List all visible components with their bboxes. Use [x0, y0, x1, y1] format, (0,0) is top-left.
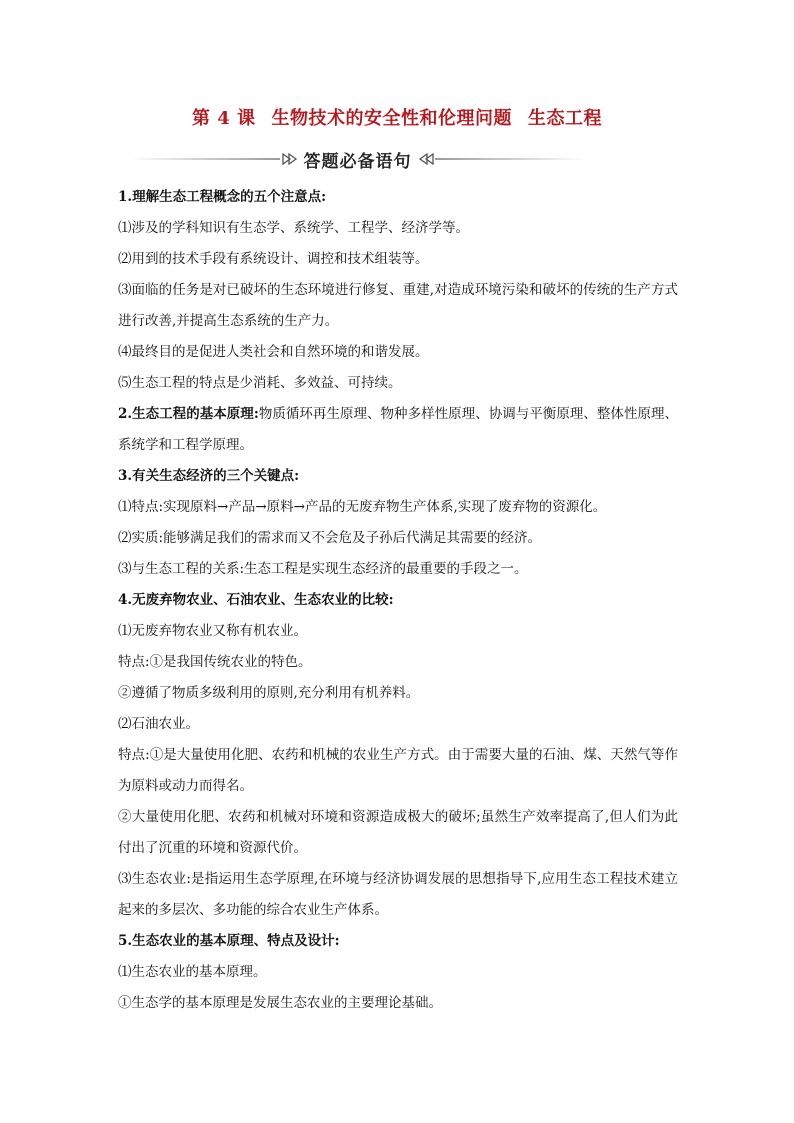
banner-rule-right	[435, 158, 585, 160]
title-topic: 生物技术的安全性和伦理问题	[271, 108, 513, 129]
paragraph: ⑶与生态工程的关系:生态工程是实现生态经济的最重要的手段之一。	[118, 561, 528, 577]
paragraph: ⑵石油农业。	[118, 716, 199, 732]
double-arrow-left-icon	[418, 153, 434, 165]
double-arrow-right-icon	[282, 153, 298, 165]
title-lesson: 第 4 课	[191, 108, 256, 129]
paragraph: ⑸生态工程的特点是少消耗、多效益、可持续。	[118, 375, 402, 391]
paragraph: ⑴特点:实现原料→产品→原料→产品的无废弃物生产体系,实现了废弃物的资源化。	[118, 499, 607, 515]
heading-4: 4.无废弃物农业、石油农业、生态农业的比较:	[118, 592, 394, 608]
paragraph: 特点:①是我国传统农业的特色。	[118, 654, 312, 670]
title-subtopic: 生态工程	[528, 108, 603, 129]
heading-5: 5.生态农业的基本原理、特点及设计:	[118, 933, 340, 949]
banner-rule-left	[130, 158, 280, 160]
paragraph: ⑵用到的技术手段有系统设计、调控和技术组装等。	[118, 251, 429, 267]
paragraph: ⑵实质:能够满足我们的需求而又不会危及子孙后代满足其需要的经济。	[118, 530, 542, 546]
paragraph: ⑷最终目的是促进人类社会和自然环境的和谐发展。	[118, 344, 429, 360]
paragraph: ②遵循了物质多级利用的原则,充分利用有机养料。	[118, 685, 420, 701]
paragraph: ①生态学的基本原理是发展生态农业的主要理论基础。	[118, 995, 442, 1011]
heading-2	[118, 399, 678, 461]
paragraph: ⑴涉及的学科知识有生态学、系统学、工程学、经济学等。	[118, 220, 469, 236]
paragraph: ⑴无废弃物农业又称有机农业。	[118, 623, 307, 639]
paragraph: ②大量使用化肥、农药和机械对环境和资源造成极大的破坏;虽然生产效率提高了,但人们为此付出了沉重的环境和资源代价。	[118, 809, 678, 856]
paragraph: ⑶面临的任务是对已破坏的生态环境进行修复、重建,对造成环境污染和破坏的传统的生产方式进行改善,并提高生态系统的生产力。	[118, 282, 678, 329]
heading-2-text: 物质循环再生原理、物种多样性原理、协调与平衡原理、整体性原理、系统学和工程学原理。	[118, 406, 679, 453]
banner-text: 答题必备语句	[303, 151, 412, 172]
heading-3: 3.有关生态经济的三个关键点:	[118, 468, 300, 484]
banner-label	[280, 146, 435, 172]
heading-1: 1.理解生态工程概念的五个注意点:	[118, 189, 327, 205]
heading-2-label: 2.生态工程的基本原理:	[118, 406, 259, 422]
paragraph: ⑶生态农业:是指运用生态学原理,在环境与经济协调发展的思想指导下,应用生态工程技术建立起来的多层次、多功能的综合农业生产体系。	[118, 871, 678, 918]
document-body	[118, 182, 678, 1019]
section-banner	[130, 146, 585, 172]
paragraph: ⑴生态农业的基本原理。	[118, 964, 267, 980]
paragraph: 特点:①是大量使用化肥、农药和机械的农业生产方式。由于需要大量的石油、煤、天然气等作为原料或动力而得名。	[118, 747, 678, 794]
page-title	[0, 104, 794, 130]
